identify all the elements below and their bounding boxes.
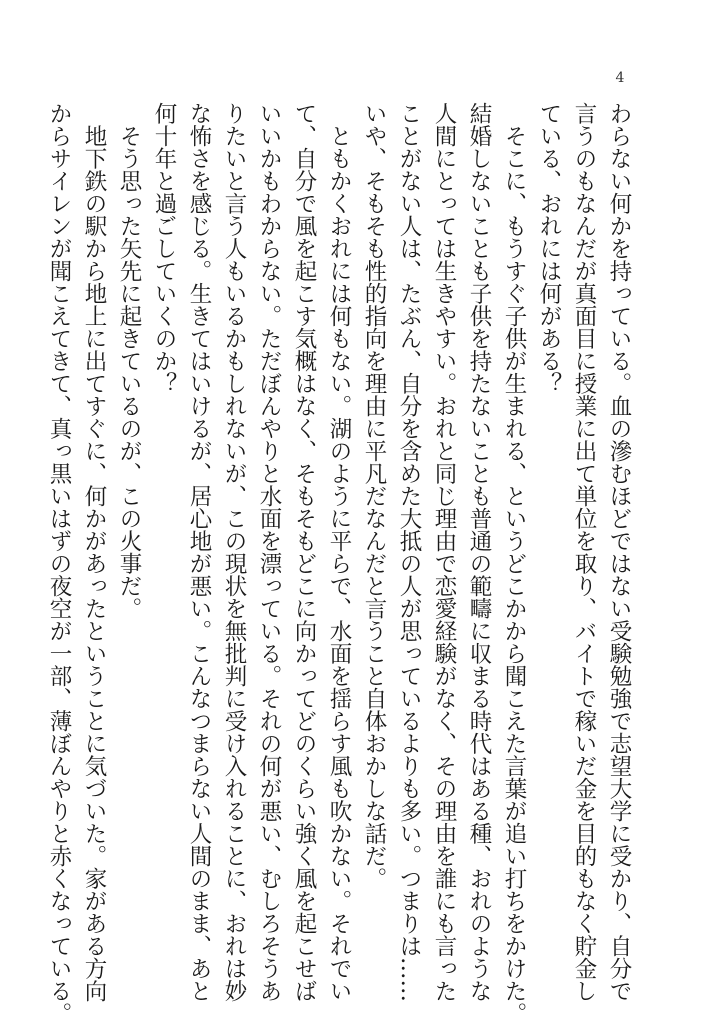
text-line: 何十年と過ごしていくのか？ (151, 102, 177, 395)
text-line: 人間にとっては生きやすい。おれと同じ理由で恋愛経験がなく、その理由を誰にも言った (431, 102, 457, 1002)
text-line: いや、そもそも性的指向を理由に平凡だなんだと言うこと自体おかしな話だ。 (361, 102, 387, 890)
text-line: て、自分で風を起こす気概はなく、そもそもどこに向かってどのくらい強く風を起こせば (291, 102, 317, 1002)
text-line: からサイレンが聞こえてきて、真っ黒いはずの夜空が一部、薄ぼんやりと赤くなっている。 (46, 102, 72, 1025)
text-line: ている、おれには何がある？ (536, 102, 562, 395)
text-line: そこに、もうすぐ子供が生まれる、というどこかから聞こえた言葉が追い打ちをかけた。 (501, 102, 527, 1025)
text-line: な怖さを感じる。生きてはいけるが、居心地が悪い。こんなつまらない人間のまま、あと (186, 102, 212, 1002)
text-line: いいかもわからない。ただぼんやりと水面を漂っている。それの何が悪い、むしろそうあ (256, 102, 282, 1002)
text-line: 地下鉄の駅から地上に出てすぐに、何かがあったということに気づいた。家がある方向 (81, 102, 107, 1002)
text-line: りたいと言う人もいるかもしれないが、この現状を無批判に受け入れることに、おれは妙 (221, 102, 247, 1002)
text-line: わらない何かを持っている。血の滲むほどではない受験勉強で志望大学に受かり、自分で (606, 102, 632, 1002)
text-line: 言うのもなんだが真面目に授業に出て単位を取り、バイトで稼いだ金を目的もなく貯金し (571, 102, 597, 1002)
text-line: そう思った矢先に起きているのが、この火事だ。 (116, 102, 142, 620)
text-line: ともかくおれには何もない。湖のように平らで、水面を揺らす風も吹かない。それでい (326, 102, 352, 1002)
text-line: 結婚しないことも子供を持たないことも普通の範疇に収まる時代はある種、おれのような (466, 102, 492, 1002)
text-line: ことがない人は、たぶん、自分を含めた大抵の人が思っているよりも多い。つまりは…… (396, 102, 422, 1002)
page-number: 4 (615, 70, 625, 86)
vertical-text-body (41, 102, 636, 1025)
